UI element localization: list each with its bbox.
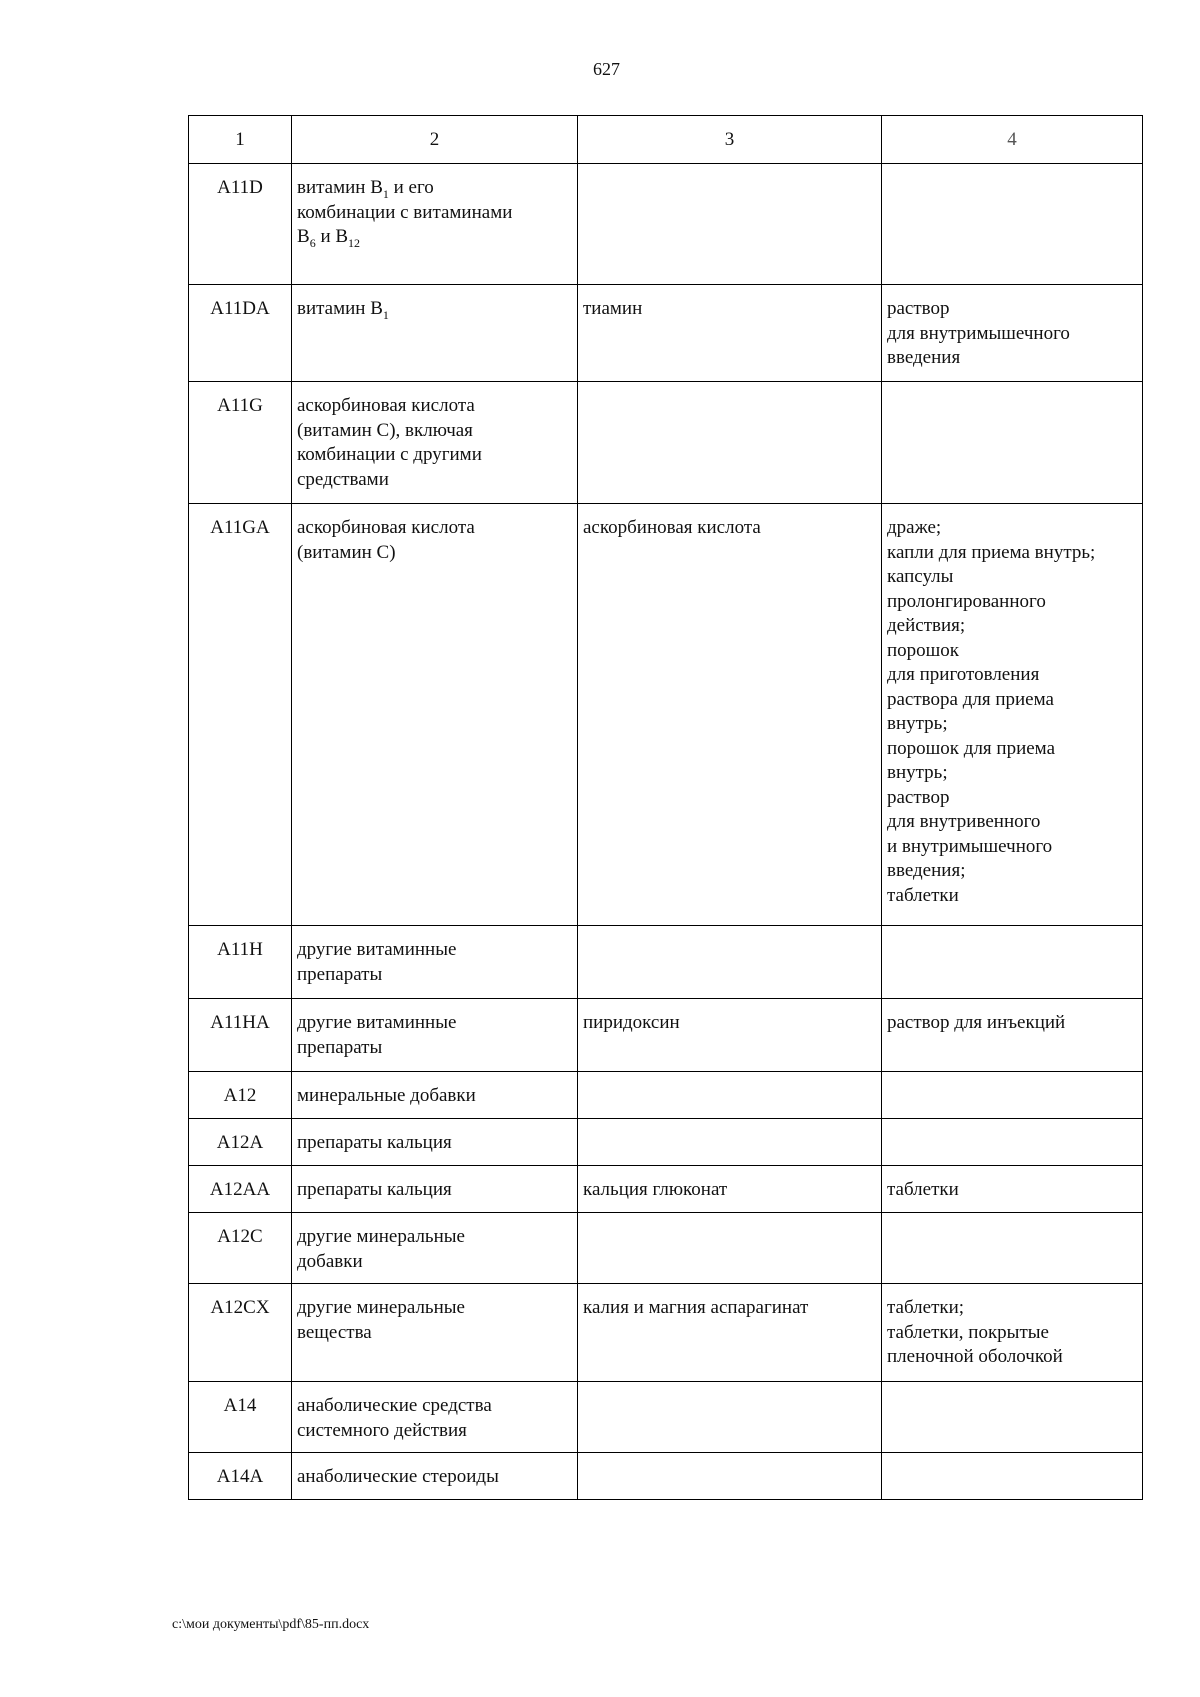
anatomical-group-cell bbox=[292, 1382, 578, 1453]
table-row bbox=[189, 1072, 1143, 1119]
drug-name-cell bbox=[578, 382, 882, 504]
dosage-form-cell bbox=[882, 164, 1143, 285]
dosage-form-line: для внутривенного bbox=[887, 811, 1041, 832]
dosage-form-line: пленочной оболочкой bbox=[887, 1346, 1063, 1367]
table-row bbox=[189, 1119, 1143, 1166]
page-number: 627 bbox=[593, 59, 620, 79]
table-row bbox=[189, 164, 1143, 285]
atc-code-cell: A11HA bbox=[189, 999, 292, 1072]
drug-name-cell bbox=[578, 164, 882, 285]
drug-name-cell: аскорбиновая кислота bbox=[578, 504, 882, 926]
dosage-form-cell bbox=[882, 382, 1143, 504]
dosage-form-cell bbox=[882, 1166, 1143, 1213]
dosage-form-line: порошок для приема bbox=[887, 737, 1056, 759]
dosage-form-line: и внутримышечного bbox=[887, 835, 1053, 857]
group-line: минеральные добавки bbox=[297, 1085, 476, 1106]
anatomical-group-cell bbox=[292, 1166, 578, 1213]
group-line: комбинации с витаминами bbox=[297, 201, 513, 223]
dosage-form-cell bbox=[882, 1213, 1143, 1284]
dosage-form-line: раствор bbox=[887, 298, 950, 319]
anatomical-group-cell bbox=[292, 1119, 578, 1166]
dosage-form-cell bbox=[882, 285, 1143, 382]
dosage-form-line: таблетки bbox=[887, 1179, 959, 1200]
group-line: добавки bbox=[297, 1250, 363, 1272]
dosage-form-line: порошок bbox=[887, 639, 960, 661]
group-line: аскорбиновая кислота bbox=[297, 517, 475, 538]
dosage-form-line: раствор для инъекций bbox=[887, 1012, 1066, 1033]
group-line: другие минеральные bbox=[297, 1226, 465, 1247]
group-line: средствами bbox=[297, 468, 389, 490]
dosage-form-line: капли для приема внутрь; bbox=[887, 541, 1096, 563]
group-line: анаболические средства bbox=[297, 1395, 492, 1416]
table-row bbox=[189, 926, 1143, 999]
table-header-row bbox=[189, 116, 1143, 164]
dosage-form-line: внутрь; bbox=[887, 762, 948, 783]
dosage-form-line: для внутримышечного bbox=[887, 322, 1070, 344]
dosage-form-line: таблетки bbox=[887, 884, 959, 906]
dosage-form-line: для приготовления bbox=[887, 664, 1040, 685]
anatomical-group-cell bbox=[292, 1453, 578, 1500]
dosage-form-line: раствора для приема bbox=[887, 688, 1054, 710]
dosage-form-line: капсулы bbox=[887, 566, 954, 587]
dosage-form-cell bbox=[882, 1119, 1143, 1166]
atc-code-cell: A11H bbox=[189, 926, 292, 999]
atc-code-cell: A12AA bbox=[189, 1166, 292, 1213]
group-line: другие витаминные bbox=[297, 939, 457, 960]
atc-code-cell: A12C bbox=[189, 1213, 292, 1284]
anatomical-group-cell bbox=[292, 1284, 578, 1382]
group-line: анаболические стероиды bbox=[297, 1466, 499, 1487]
table-row bbox=[189, 1213, 1143, 1284]
group-line: витамин $B_1$ и его bbox=[297, 177, 434, 201]
dosage-form-line: внутрь; bbox=[887, 713, 948, 734]
anatomical-group-cell bbox=[292, 1072, 578, 1119]
dosage-form-line: введения; bbox=[887, 860, 966, 881]
atc-code-cell: A12 bbox=[189, 1072, 292, 1119]
group-line: другие витаминные bbox=[297, 1012, 457, 1033]
drug-name-cell: кальция глюконат bbox=[578, 1166, 882, 1213]
atc-code-cell: A14A bbox=[189, 1453, 292, 1500]
anatomical-group-cell bbox=[292, 382, 578, 504]
table-row bbox=[189, 1284, 1143, 1382]
drug-name-cell bbox=[578, 1213, 882, 1284]
group-line: аскорбиновая кислота bbox=[297, 395, 475, 416]
anatomical-group-cell bbox=[292, 504, 578, 926]
group-line: другие минеральные bbox=[297, 1297, 465, 1318]
table-row bbox=[189, 504, 1143, 926]
table-row bbox=[189, 285, 1143, 382]
dosage-form-line: пролонгированного bbox=[887, 590, 1046, 612]
atc-code-cell: A11G bbox=[189, 382, 292, 504]
table-row bbox=[189, 382, 1143, 504]
table-row bbox=[189, 1453, 1143, 1500]
group-line: препараты кальция bbox=[297, 1179, 452, 1200]
drug-name-cell: тиамин bbox=[578, 285, 882, 382]
group-line: вещества bbox=[297, 1321, 372, 1343]
anatomical-group-cell bbox=[292, 164, 578, 285]
group-line: препараты кальция bbox=[297, 1132, 452, 1153]
table-row bbox=[189, 1166, 1143, 1213]
drug-name-cell: калия и магния аспарагинат bbox=[578, 1284, 882, 1382]
anatomical-group-cell bbox=[292, 999, 578, 1072]
group-line: препараты bbox=[297, 1036, 383, 1058]
table-row bbox=[189, 1382, 1143, 1453]
atc-code-cell: A11DA bbox=[189, 285, 292, 382]
drug-name-cell bbox=[578, 1072, 882, 1119]
group-line: комбинации с другими bbox=[297, 444, 482, 465]
drug-name-cell bbox=[578, 1382, 882, 1453]
dosage-form-line: таблетки, покрытые bbox=[887, 1321, 1049, 1343]
dosage-form-cell bbox=[882, 1453, 1143, 1500]
drug-name-cell bbox=[578, 1119, 882, 1166]
dosage-form-line: введения bbox=[887, 347, 961, 368]
dosage-form-cell bbox=[882, 999, 1143, 1072]
dosage-form-cell bbox=[882, 504, 1143, 926]
anatomical-group-cell bbox=[292, 926, 578, 999]
dosage-form-cell bbox=[882, 1072, 1143, 1119]
dosage-form-cell bbox=[882, 1382, 1143, 1453]
group-line: $B_6$ и $B_{12}$ bbox=[297, 226, 361, 250]
atc-code-cell: A14 bbox=[189, 1382, 292, 1453]
atc-code-cell: A11GA bbox=[189, 504, 292, 926]
anatomical-group-cell bbox=[292, 1213, 578, 1284]
column-header: 3 bbox=[578, 116, 882, 164]
group-line: препараты bbox=[297, 963, 383, 985]
atc-code-cell: A12A bbox=[189, 1119, 292, 1166]
drug-name-cell bbox=[578, 1453, 882, 1500]
dosage-form-cell bbox=[882, 1284, 1143, 1382]
table-row bbox=[189, 999, 1143, 1072]
dosage-form-line: таблетки; bbox=[887, 1297, 965, 1318]
drug-name-cell bbox=[578, 926, 882, 999]
column-header: 1 bbox=[189, 116, 292, 164]
column-header: 4 bbox=[882, 116, 1143, 164]
column-header: 2 bbox=[292, 116, 578, 164]
group-line: (витамин С) bbox=[297, 541, 396, 563]
dosage-form-line: раствор bbox=[887, 786, 950, 808]
atc-code-cell: A11D bbox=[189, 164, 292, 285]
drug-table bbox=[188, 115, 1143, 1500]
drug-name-cell: пиридоксин bbox=[578, 999, 882, 1072]
dosage-form-cell bbox=[882, 926, 1143, 999]
file-path-footer: c:\мои документы\pdf\85-пп.docx bbox=[172, 1617, 370, 1632]
dosage-form-line: действия; bbox=[887, 615, 966, 636]
atc-code-cell: A12CX bbox=[189, 1284, 292, 1382]
group-line: системного действия bbox=[297, 1419, 467, 1441]
group-line: витамин $B_1$ bbox=[297, 298, 389, 322]
dosage-form-line: драже; bbox=[887, 517, 942, 538]
anatomical-group-cell bbox=[292, 285, 578, 382]
group-line: (витамин С), включая bbox=[297, 419, 473, 441]
